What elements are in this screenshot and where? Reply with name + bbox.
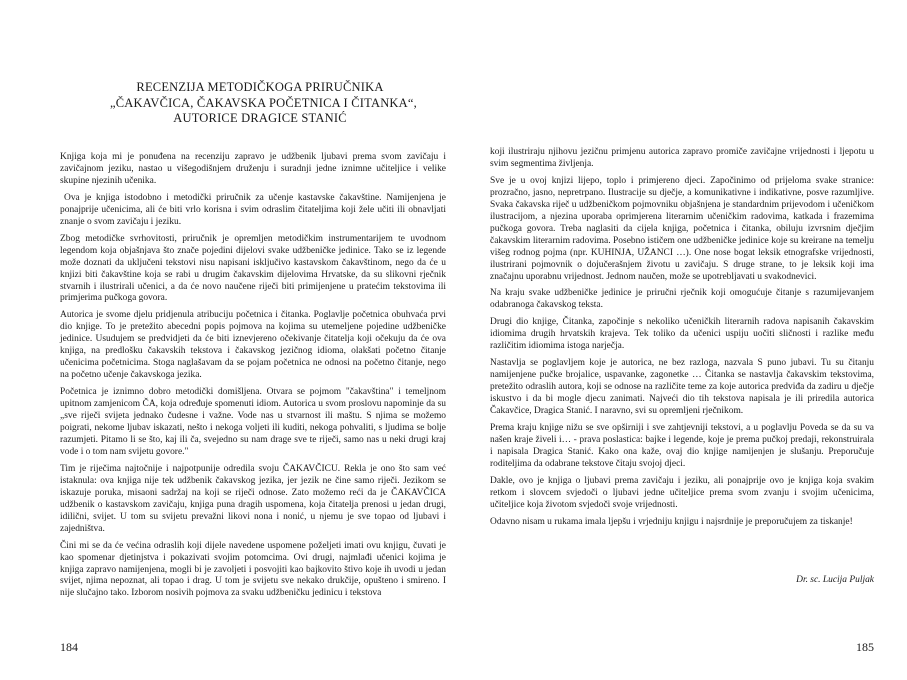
- left-text-column: [60, 152, 446, 605]
- title-line-2: „ČAKAVČICA, ČAKAVSKA POČETNICA I ČITANKA“,: [110, 95, 417, 110]
- paragraph: koji ilustriraju njihovu jezičnu primjenu autorica zapravo promiče zavičajne vrijednosti i ljepotu u svim segmentima življenja.: [490, 147, 874, 169]
- reviewer-signature: Dr. sc. Lucija Puljak: [796, 575, 874, 585]
- paragraph: Čini mi se da će većina odraslih koji dijele navedene uspomene poželjeti imati ovu knjigu, čuvati je kao spomenar djetinjstva i pokazivati svojim potomcima. Ovi drugi, najmlađi učenici kojima je knjiga zapravo namijenjena, mogli bi je zavoljeti i posvojiti kao bajkovito štivo koje ih uvodi u jedan svijet, njima nepoznat, ali topao i drag. U tom je svijetu sve nekako drukčije, opušteno i smireno. I nije slučajno tako. Izborom nosivih pojmova za svaku udžbeničku jedinicu i tekstova: [60, 540, 446, 599]
- page-number-right: 185: [856, 640, 874, 654]
- paragraph: Drugi dio knjige, Čitanka, započinje s nekoliko učeničkih literarnih radova napisanih čakavskim idiomima drugih hrvatskih krajeva. Tek toliko da učenici uspiju uočiti sličnosti i razlike među različitim idiomima istoga narječja.: [490, 317, 874, 352]
- paragraph: Dakle, ovo je knjiga o ljubavi prema zavičaju i jeziku, ali ponajprije ovo je knjiga koja svakim retkom i slovcem svjedoči o ljubavi jedne učiteljice prema svom zvanju i svojim učenicima, učiteljice koja životom svjedoči svoje vrijednosti.: [490, 475, 874, 510]
- paragraph: Zbog metodičke svrhovitosti, priručnik je opremljen metodičkim instrumentarijem te uvodnom legendom koja objašnjava što znače pojedini dijelovi svake udžbeničke jedinice. Tako se iz legende može doznati da uključeni tekstovi nisu napisani isključivo kastavskom čakavštinom, nego da će u knjizi biti čakavštine koja se rabi u drugim čakavskim dijelovima Hrvatske, da su slikovni rječnik stvarnih i ilustrirali učenici, a da će novo naučene riječi biti primijenjene u pratećim tekstovima ili primjerima pučkoga govora.: [60, 233, 446, 304]
- paragraph: Knjiga koja mi je ponuđena na recenziju zapravo je udžbenik ljubavi prema svom zavičaju i zavičajnom jeziku, nastao u višegodišnjem druženju i suradnji jedne iznimne učiteljice i velike skupine njezinih učenika.: [60, 152, 446, 186]
- page-number-left: 184: [60, 640, 78, 654]
- paragraph: Odavno nisam u rukama imala ljepšu i vrjedniju knjigu i najsrdnije je preporučujem za tiskanje!: [490, 516, 853, 527]
- paragraph: Autorica je svome djelu pridjenula atribuciju početnica i čitanka. Poglavlje početnica obuhvaća prvi dio knjige. To je pretežito abecedni popis pojmova na kojima su utemeljene pojedine udžbeničke jedinice. Usudujem se predvidjeti da će biti iznevjereno očekivanje čitatelja koji očekuju da će ova knjiga, na predlošku čakavskih tekstova i čakavskog jezičnog idioma, olakšati početno čitanje učenicima početnicima. Stoga naglašavam da se pojam početnica ne odnosi na početno čitanje, nego na početno učenje čakavskoga jezika.: [60, 310, 446, 381]
- title-line-3: AUTORICE DRAGICE STANIĆ: [173, 111, 347, 125]
- paragraph: Na kraju svake udžbeničke jedinice je priručni rječnik koji omogućuje čitanje s razumijevanjem odabranoga čakavskog teksta.: [490, 288, 874, 311]
- paragraph: Početnica je iznimno dobro metodički domišljena. Otvara se pojmom "čakavština" i temeljnom upitnom zamjenicom ČA, koja određuje spomenuti idiom. Autorica u svom proslovu napominje da su „sve riječi svijeta jednako čudesne i važne. Vode nas u stvarnost ili maštu. S njima se možemo poigrati, nekome ljubav iskazati, nešto i nekoga voljeti ili kuditi, nekoga pohvaliti, s ljudima se bolje razumjeti. Pitamo li se što, kaj ili ča, svejedno su nam drage sve te riječi, samo nas u neki drugi kraj vode i o tom nam svijetu govore.": [60, 387, 446, 457]
- paragraph: Tim je riječima najtočnije i najpotpunije odredila svoju ČAKAVČICU. Rekla je ono što sam već istaknula: ova knjiga nije tek udžbenik čakavskog jezika, jer jezik ne čine samo riječi. Jezikom se iskazuje poruka, misaoni sadržaj na koji se riječi odnose. Zato možemo reći da je ČAKAVČICA udžbenik o kastavskom zavičaju, knjiga puna dragih uspomena, koja čitatelja prenosi u jedan drugi, idilični, svijet. U tom su svijetu prevažni likovi nona i nonić, u njemu je sve topao od ljubavi i zajedništva.: [60, 463, 446, 534]
- paragraph: Sve je u ovoj knjizi lijepo, toplo i primjereno djeci. Započinimo od prijeloma svake stranice: prozračno, jasno, nepretrpano. Ilustracije su dječje, a komunikativne i indikativne, posve razumljive. Svaka čakavska riječ u udžbeničkom pojmovniku objašnjena je standardnim prijevodom i učeničkom ilustracijom, a njezina uporaba oprimjerena literarnim učeničkim radovima, katkada i frazemima pučkoga govora. Treba naglasiti da cijela knjiga, početnica i čitanka, obiluju izvrsnim dječjim čakavskim literarnim radovima. Posebno ističem one udžbeničke jedinice koje su kreirane na temelju višeg rodnog pojma (npr. KUHINJA, UŽANCI …). One nose bogat leksik etnografske vrijednosti, ilustrirani pojmovnik o dojučerašnjem životu u zavičaju. S druge strane, to je leksik koji ima značajnu uporabnu vrijednost. Jednom naučen, može se upotrebljavati u svakodnevici.: [490, 175, 874, 282]
- right-page: [453, 0, 907, 680]
- paragraph: Nastavlja se poglavljem koje je autorica, ne bez razloga, nazvala S puno jubavi. Tu su čitanju namijenjene pučke brojalice, uspavanke, zagonetke … Čitanka se nastavlja čakavskim tekstovima, pretežito odraslih autora, koji se odnose na različite teme za koje autorica predviđa da zadiru u dječje iskustvo i da bi mogle djecu zanimati. Najveći dio tih tekstova napisala je ili priredila autorica Čakavčice, Dragica Stanić. I naravno, svi su opremljeni rječnikom.: [490, 358, 874, 417]
- paragraph: Ova je knjiga istodobno i metodički priručnik za učenje kastavske čakavštine. Namijenjena je ponajprije učenicima, ali će biti vrlo korisna i svim odraslim čitateljima koji žele učiti ili obnavljati znanje o svom zavičaju i jeziku.: [60, 192, 446, 227]
- review-title: [110, 80, 417, 127]
- paragraph: Prema kraju knjige nižu se sve opširniji i sve zahtjevniji tekstovi, a u poglavlju Poveda se da su va našen kraje živeli i… - prava poslastica: bajke i legende, koje je prema pučkoj predaji, rekonstruirala i napisala Dragica Stanić. Kako ona kaže, ovaj dio knjige namijenjen je slušanju. Preporučuje roditeljima da odabrane tekstove čitaju svojoj djeci.: [490, 423, 874, 469]
- left-page: [0, 0, 453, 680]
- title-line-1: RECENZIJA METODIČKOGA PRIRUČNIKA: [136, 80, 384, 94]
- right-text-column: [490, 147, 874, 534]
